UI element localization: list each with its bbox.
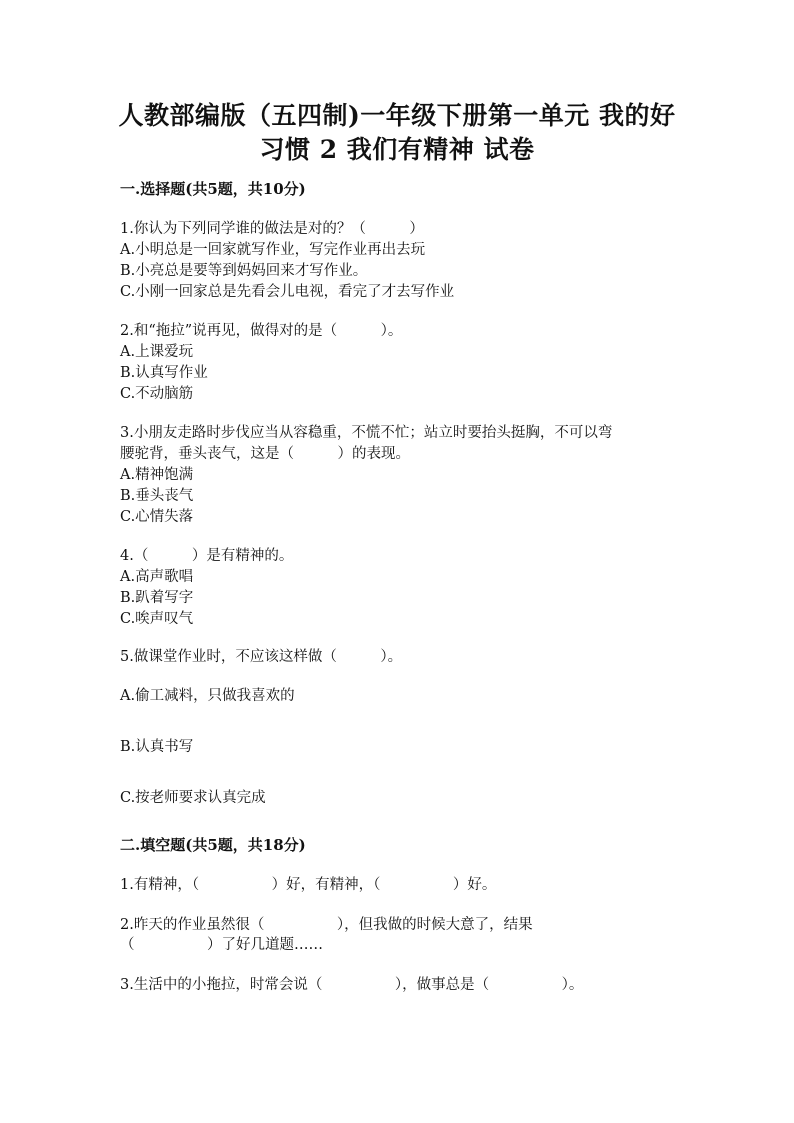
question-1-option-a: A.小明总是一回家就写作业，写完作业再出去玩 — [120, 242, 426, 258]
question-1-option-c: C.小刚一回家总是先看会儿电视，看完了才去写作业 — [120, 284, 455, 300]
question-5-option-c: C.按老师要求认真完成 — [120, 790, 266, 806]
question-2-option-c: C.不动脑筋 — [120, 386, 194, 402]
fill-question-1: 1.有精神，（ ）好，有精神，（ ）好。 — [120, 877, 497, 893]
fill-question-2-line-2: （ ）了好几道题…… — [120, 937, 323, 953]
question-3-option-b: B.垂头丧气 — [120, 488, 194, 504]
question-1-stem: 1.你认为下列同学谁的做法是对的？（ ） — [120, 221, 424, 237]
question-3-option-a: A.精神饱满 — [120, 467, 194, 483]
question-4-option-c: C.唉声叹气 — [120, 611, 194, 627]
question-5-option-b: B.认真书写 — [120, 739, 194, 755]
fill-question-2-line-1: 2.昨天的作业虽然很（ ），但我做的时候大意了，结果 — [120, 917, 533, 933]
question-2-option-a: A.上课爱玩 — [120, 344, 194, 360]
fill-question-3: 3.生活中的小拖拉，时常会说（ ），做事总是（ ）。 — [120, 977, 584, 993]
question-2-option-b: B.认真写作业 — [120, 365, 208, 381]
question-5-option-a: A.偷工减料，只做我喜欢的 — [120, 688, 295, 704]
question-1-option-b: B.小亮总是要等到妈妈回来才写作业。 — [120, 263, 368, 279]
page-title-line-2: 习惯 2 我们有精神 试卷 — [259, 135, 535, 164]
question-3-stem-line-1: 3.小朋友走路时步伐应当从容稳重，不慌不忙；站立时要抬头挺胸，不可以弯 — [120, 425, 613, 441]
section-heading-fill-in-blank: 二.填空题(共5题，共18分) — [120, 836, 306, 854]
question-5-stem: 5.做课堂作业时，不应该这样做（ ）。 — [120, 649, 403, 665]
question-4-option-a: A.高声歌唱 — [120, 569, 194, 585]
question-4-stem: 4.（ ）是有精神的。 — [120, 548, 294, 564]
section-heading-multiple-choice: 一.选择题(共5题，共10分) — [120, 180, 306, 198]
question-4-option-b: B.趴着写字 — [120, 590, 194, 606]
question-3-option-c: C.心情失落 — [120, 509, 194, 525]
page-title-line-1: 人教部编版（五四制)一年级下册第一单元 我的好 — [118, 101, 676, 130]
question-2-stem: 2.和“拖拉”说再见，做得对的是（ ）。 — [120, 323, 403, 339]
question-3-stem-line-2: 腰驼背，垂头丧气，这是（ ）的表现。 — [120, 446, 410, 462]
